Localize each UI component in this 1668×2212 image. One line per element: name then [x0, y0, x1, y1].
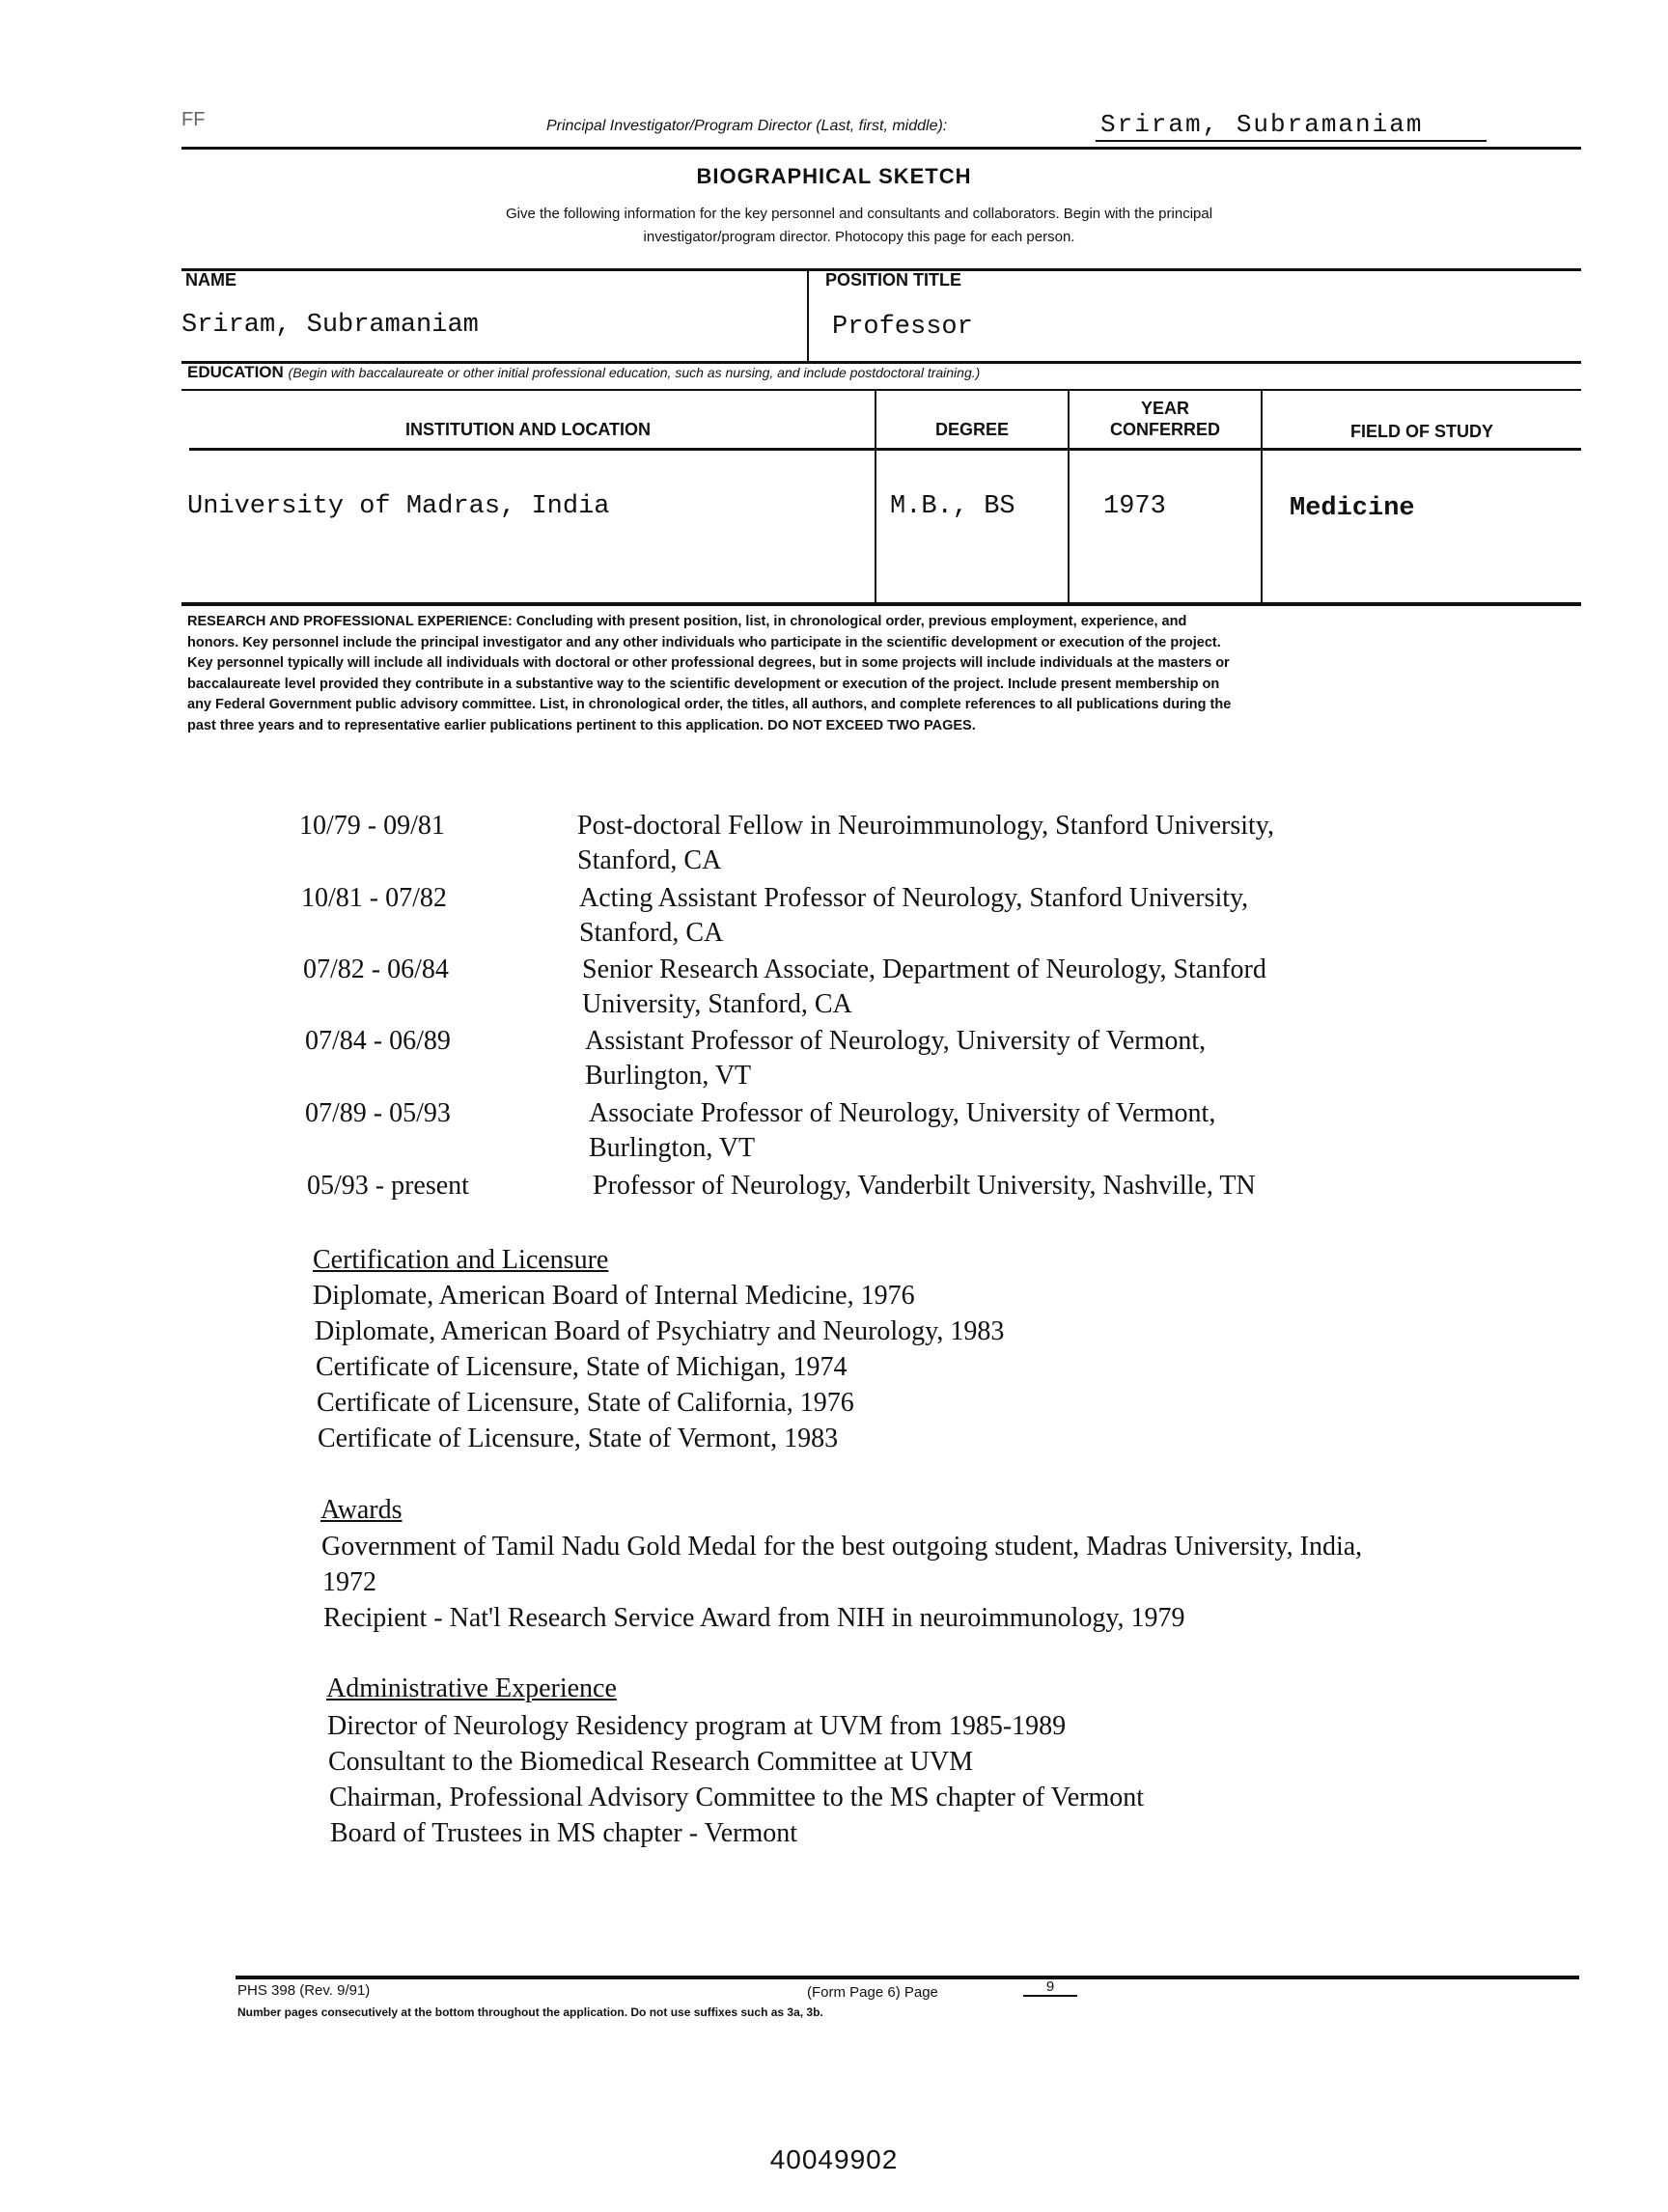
administrative-item: Consultant to the Biomedical Research Committee at UVM [328, 1747, 973, 1777]
footer-note: Number pages consecutively at the bottom throughout the application. Do not use suffixes such as 3a, 3b. [237, 2005, 823, 2019]
name-value: Sriram, Subramaniam [181, 311, 479, 340]
edu-institution: University of Madras, India [187, 492, 610, 521]
position-title-value: Professor [832, 313, 973, 342]
awards-heading: Awards [320, 1495, 403, 1525]
experience-line1: Assistant Professor of Neurology, University of Vermont, [585, 1026, 1207, 1056]
page-title: BIOGRAPHICAL SKETCH [696, 164, 972, 188]
pi-name: Sriram, Subramaniam [1100, 110, 1424, 139]
experience-line1: Post-doctoral Fellow in Neuroimmunology, Stanford University, [577, 811, 1274, 841]
page-number: 9 [1023, 1978, 1077, 1997]
experience-line1: Senior Research Associate, Department of Neurology, Stanford [582, 954, 1266, 984]
experience-line2: Burlington, VT [589, 1133, 756, 1163]
experience-dates: 10/81 - 07/82 [301, 883, 447, 913]
administrative-item: Director of Neurology Residency program at UVM from 1985-1989 [327, 1711, 1067, 1741]
instructions [328, 203, 1390, 249]
col-institution-header: INSTITUTION AND LOCATION [405, 420, 651, 439]
experience-line2: Stanford, CA [579, 918, 724, 948]
document-number: 40049902 [769, 2144, 899, 2174]
certification-item: Diplomate, American Board of Internal Medicine, 1976 [313, 1281, 915, 1311]
certification-item: Certificate of Licensure, State of California, 1976 [317, 1388, 854, 1418]
top-rule [181, 147, 1581, 150]
experience-line2: Burlington, VT [585, 1061, 752, 1091]
research-line: baccalaureate level provided they contribute in a substantive way to the scientific development or execution of the project. Include present membership on [187, 676, 1220, 692]
experience-dates: 05/93 - present [307, 1171, 469, 1201]
award-item: Recipient - Nat'l Research Service Award from NIH in neuroimmunology, 1979 [323, 1603, 1185, 1633]
research-line: Key personnel typically will include all individuals with doctoral or other professional degrees, but in some projects will include individuals at the masters or [187, 655, 1230, 671]
edu-field: Medicine [1290, 494, 1415, 523]
certification-heading: Certification and Licensure [313, 1245, 609, 1275]
experience-line1: Professor of Neurology, Vanderbilt University, Nashville, TN [593, 1171, 1256, 1201]
research-line: honors. Key personnel include the principal investigator and any other individuals who participate in the scientific development or execution of the project. [187, 634, 1221, 650]
education-header-bottom-rule [189, 448, 1581, 451]
research-line: any Federal Government public advisory committee. List, in chronological order, the titles, all authors, and complete references to all publications during the [187, 697, 1232, 712]
name-label: NAME [185, 270, 236, 290]
name-position-divider [807, 268, 809, 361]
col-year-header-line1: YEAR [1140, 399, 1189, 418]
research-line: past three years and to representative earlier publications pertinent to this application. DO NOT EXCEED TWO PAGES. [187, 717, 976, 733]
pi-underline [1096, 140, 1487, 142]
education-title: EDUCATION [187, 363, 284, 381]
certification-item: Diplomate, American Board of Psychiatry and Neurology, 1983 [315, 1316, 1005, 1346]
education-label [187, 363, 980, 382]
experience-line2: University, Stanford, CA [582, 989, 852, 1019]
experience-line1: Associate Professor of Neurology, University of Vermont, [589, 1098, 1216, 1128]
col-degree-header: DEGREE [934, 420, 1010, 439]
experience-dates: 07/89 - 05/93 [305, 1098, 451, 1128]
experience-line2: Stanford, CA [577, 845, 722, 875]
corner-mark: FF [181, 109, 206, 130]
education-header-top-rule [181, 389, 1581, 391]
research-line: RESEARCH AND PROFESSIONAL EXPERIENCE: Concluding with present position, list, in chronological order, previous employment, experience, and [187, 614, 1187, 629]
education-bottom-rule [181, 602, 1581, 606]
research-instructions [187, 612, 1581, 736]
footer-rule [236, 1976, 1579, 1979]
pi-label: Principal Investigator/Program Director (Last, first, middle): [546, 118, 948, 134]
experience-dates: 07/84 - 06/89 [305, 1026, 451, 1056]
col-year-header-line2: CONFERRED [1109, 420, 1220, 439]
experience-dates: 07/82 - 06/84 [303, 954, 449, 984]
edu-year: 1973 [1103, 492, 1166, 521]
award-item-continued: 1972 [322, 1567, 376, 1597]
edu-degree: M.B., BS [890, 492, 1015, 521]
administrative-item: Chairman, Professional Advisory Committee to the MS chapter of Vermont [329, 1783, 1145, 1812]
form-id: PHS 398 (Rev. 9/91) [237, 1982, 371, 1999]
page-label: (Form Page 6) Page [807, 1984, 938, 2001]
col-year-header [1070, 398, 1261, 440]
education-note: (Begin with baccalaureate or other initial professional education, such as nursing, and include postdoctoral training.) [288, 365, 981, 380]
experience-dates: 10/79 - 09/81 [299, 811, 445, 841]
administrative-item: Board of Trustees in MS chapter - Vermont [330, 1818, 797, 1848]
instruction-line: Give the following information for the key personnel and consultants and collaborators. Begin with the principal [505, 206, 1213, 222]
administrative-heading: Administrative Experience [326, 1673, 617, 1703]
certification-item: Certificate of Licensure, State of Michigan, 1974 [316, 1352, 848, 1382]
col-field-header: FIELD OF STUDY [1350, 422, 1493, 441]
certification-item: Certificate of Licensure, State of Vermont, 1983 [318, 1424, 839, 1453]
experience-line1: Acting Assistant Professor of Neurology, Stanford University, [579, 883, 1249, 913]
position-title-label: POSITION TITLE [825, 270, 962, 290]
instruction-line: investigator/program director. Photocopy this page for each person. [643, 229, 1075, 245]
award-item: Government of Tamil Nadu Gold Medal for the best outgoing student, Madras University, India, [321, 1532, 1363, 1562]
